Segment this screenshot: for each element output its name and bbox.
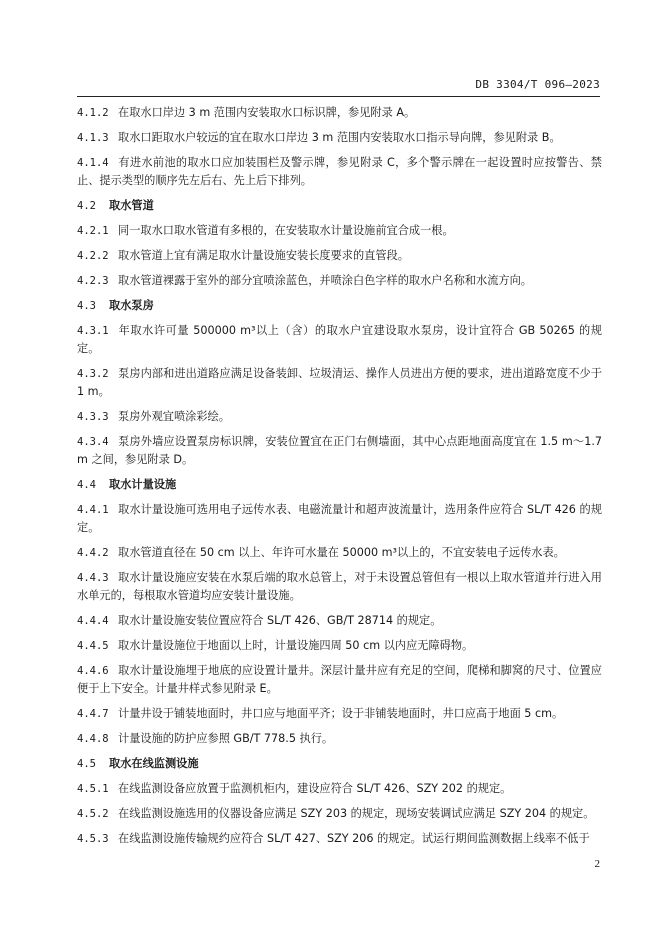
clause-item xyxy=(77,154,602,190)
section-title: 取水管道 xyxy=(109,199,154,212)
clause-number: 4.5.2 xyxy=(77,808,109,820)
clause-item xyxy=(77,612,602,630)
document-body xyxy=(77,104,602,855)
clause-item xyxy=(77,272,602,290)
clause-item xyxy=(77,662,602,698)
clause-item xyxy=(77,222,602,240)
section-heading xyxy=(77,197,602,215)
section-number: 4.2 xyxy=(77,200,96,212)
clause-number: 4.3.1 xyxy=(77,325,109,337)
clause-text: 取水计量设施可选用电子远传水表、电磁流量计和超声波流量计，选用条件应符合 SL/T 426 的规定。 xyxy=(77,503,602,534)
clause-text: 年取水许可量 500000 m³以上（含）的取水户宜建设取水泵房，设计宜符合 GB 50265 的规定。 xyxy=(77,324,602,355)
clause-text: 在线监测设备应放置于监测机柜内，建设应符合 SL/T 426、SZY 202 的规定。 xyxy=(118,782,512,795)
clause-text: 取水计量设施安装位置应符合 SL/T 426、GB/T 28714 的规定。 xyxy=(118,614,442,627)
clause-item xyxy=(77,433,602,469)
clause-text: 同一取水口取水管道有多根的，在安装取水计量设施前宜合成一根。 xyxy=(118,224,454,237)
clause-number: 4.4.4 xyxy=(77,615,109,627)
section-title: 取水计量设施 xyxy=(109,478,177,491)
clause-text: 取水计量设施埋于地底的应设置计量井。深层计量井应有充足的空间，爬梯和脚窝的尺寸、位置应便于上下安全。计量井样式参见附录 E。 xyxy=(77,664,602,695)
clause-item xyxy=(77,730,602,748)
clause-number: 4.3.2 xyxy=(77,368,109,380)
clause-text: 取水计量设施位于地面以上时，计量设施四周 50 cm 以内应无障碍物。 xyxy=(118,639,474,652)
clause-text: 泵房外观宜喷涂彩绘。 xyxy=(118,410,230,423)
clause-number: 4.2.3 xyxy=(77,275,109,287)
section-number: 4.3 xyxy=(77,300,96,312)
clause-item xyxy=(77,805,602,823)
clause-number: 4.4.2 xyxy=(77,547,109,559)
clause-text: 取水管道裸露于室外的部分宜喷涂蓝色，并喷涂白色字样的取水户名称和水流方向。 xyxy=(118,274,532,287)
document-code: DB 3304/T 096—2023 xyxy=(475,78,600,91)
clause-text: 取水管道直径在 50 cm 以上、年许可水量在 50000 m³以上的，不宜安装电子远传水表。 xyxy=(118,546,565,559)
clause-number: 4.4.5 xyxy=(77,640,109,652)
clause-number: 4.4.1 xyxy=(77,504,109,516)
clause-item xyxy=(77,501,602,537)
section-heading xyxy=(77,476,602,494)
clause-number: 4.4.8 xyxy=(77,733,109,745)
clause-item xyxy=(77,322,602,358)
clause-item xyxy=(77,544,602,562)
clause-number: 4.4.3 xyxy=(77,572,109,584)
clause-text: 在线监测设施传输规约应符合 SL/T 427、SZY 206 的规定。试运行期间监测数据上线率不低于 xyxy=(118,832,590,845)
clause-text: 泵房外墙应设置泵房标识牌，安装位置宜在正门右侧墙面，其中心点距地面高度宜在 1.5 m～1.7 m 之间，参见附录 D。 xyxy=(77,435,602,466)
clause-item xyxy=(77,780,602,798)
clause-text: 在线监测设施选用的仪器设备应满足 SZY 203 的规定，现场安装调试应满足 SZY 204 的规定。 xyxy=(118,807,595,820)
clause-item xyxy=(77,104,602,122)
clause-item xyxy=(77,247,602,265)
clause-item xyxy=(77,705,602,723)
clause-text: 有进水前池的取水口应加装围栏及警示牌，参见附录 C，多个警示牌在一起设置时应按警告、禁止、提示类型的顺序先左后右、先上后下排列。 xyxy=(77,156,602,187)
section-title: 取水在线监测设施 xyxy=(109,757,199,770)
clause-number: 4.3.3 xyxy=(77,411,109,423)
clause-number: 4.1.4 xyxy=(77,157,109,169)
clause-number: 4.5.1 xyxy=(77,783,109,795)
clause-item xyxy=(77,569,602,605)
clause-number: 4.2.1 xyxy=(77,225,109,237)
section-number: 4.5 xyxy=(77,758,96,770)
clause-item xyxy=(77,129,602,147)
clause-number: 4.5.3 xyxy=(77,833,109,845)
clause-text: 在取水口岸边 3 m 范围内安装取水口标识牌，参见附录 A。 xyxy=(118,106,416,119)
section-title: 取水泵房 xyxy=(109,299,154,312)
page-number: 2 xyxy=(594,858,600,870)
clause-number: 4.3.4 xyxy=(77,436,109,448)
clause-number: 4.4.7 xyxy=(77,708,109,720)
clause-number: 4.1.2 xyxy=(77,107,109,119)
clause-item xyxy=(77,830,602,848)
section-number: 4.4 xyxy=(77,479,96,491)
clause-number: 4.4.6 xyxy=(77,665,109,677)
clause-text: 计量井设于铺装地面时，井口应与地面平齐；设于非铺装地面时，井口应高于地面 5 cm。 xyxy=(118,707,564,720)
clause-text: 取水管道上宜有满足取水计量设施安装长度要求的直管段。 xyxy=(118,249,409,262)
clause-text: 泵房内部和进出道路应满足设备装卸、垃圾清运、操作人员进出方便的要求，进出道路宽度不少于 1 m。 xyxy=(77,367,602,398)
header-rule xyxy=(77,96,600,97)
clause-item xyxy=(77,365,602,401)
clause-text: 计量设施的防护应参照 GB/T 778.5 执行。 xyxy=(118,732,334,745)
clause-item xyxy=(77,637,602,655)
clause-number: 4.1.3 xyxy=(77,132,109,144)
section-heading xyxy=(77,297,602,315)
clause-number: 4.2.2 xyxy=(77,250,109,262)
section-heading xyxy=(77,755,602,773)
clause-text: 取水计量设施应安装在水泵后端的取水总管上，对于未设置总管但有一根以上取水管道并行进入用水单元的，每根取水管道均应安装计量设施。 xyxy=(77,571,602,602)
clause-text: 取水口距取水户较远的宜在取水口岸边 3 m 范围内安装取水口指示导向牌，参见附录 B。 xyxy=(118,131,561,144)
clause-item xyxy=(77,408,602,426)
